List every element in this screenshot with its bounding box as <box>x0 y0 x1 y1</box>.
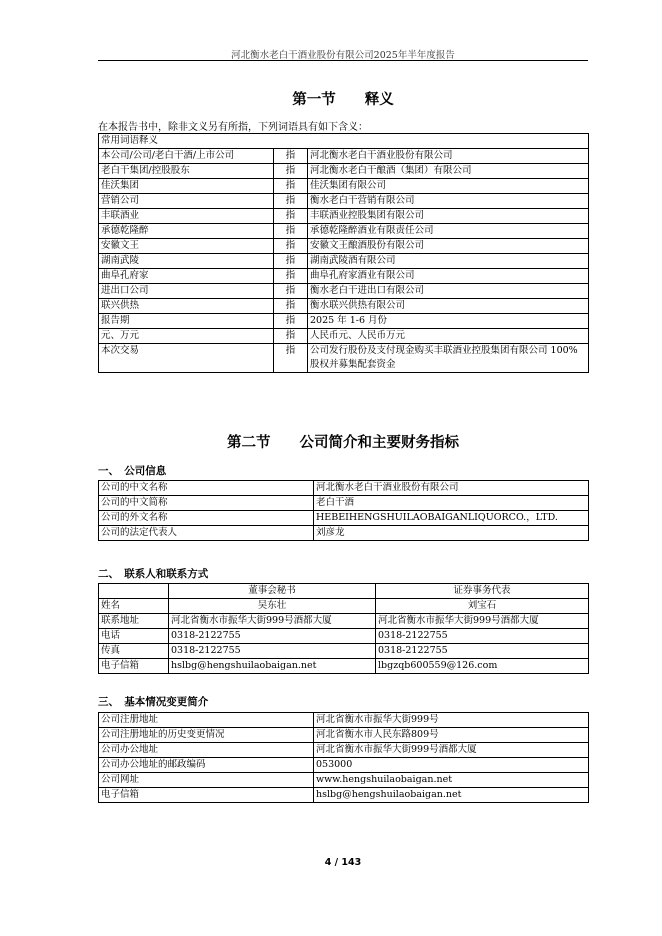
definition-meaning: 湖南武陵酒有限公司 <box>308 254 589 269</box>
definition-row <box>99 179 589 194</box>
board-secretary-value: 0318-2122755 <box>169 644 376 659</box>
header-rule <box>98 60 588 61</box>
contact-table <box>98 583 589 674</box>
definition-meaning: 2025 年 1-6 月份 <box>308 314 589 329</box>
contact-label: 传真 <box>99 644 169 659</box>
basic-change-heading: 三、 基本情况变更简介 <box>98 696 209 708</box>
definition-meaning: 河北衡水老白干酿酒（集团）有限公司 <box>308 164 589 179</box>
basic-change-row <box>99 728 589 743</box>
definition-term: 元、万元 <box>99 329 274 344</box>
definitions-intro: 在本报告书中，除非文义另有所指，下列词语具有如下含义： <box>98 122 368 133</box>
basic-change-table <box>98 712 589 803</box>
definition-row <box>99 239 589 254</box>
basic-change-label: 公司办公地址的邮政编码 <box>99 758 314 773</box>
definition-term: 老白干集团/控股股东 <box>99 164 274 179</box>
company-info-row <box>99 511 589 526</box>
definition-marker: 指 <box>274 299 308 314</box>
securities-rep-value: 河北省衡水市振华大街999号酒都大厦 <box>376 614 589 629</box>
definition-row <box>99 194 589 209</box>
contact-table-head-row <box>99 584 589 599</box>
company-info-row <box>99 481 589 496</box>
securities-rep-value: 0318-2122755 <box>376 629 589 644</box>
page-number: 4 / 143 <box>324 857 362 868</box>
definition-marker: 指 <box>274 149 308 164</box>
definition-term: 报告期 <box>99 314 274 329</box>
definition-term: 安徽文王 <box>99 239 274 254</box>
definition-term: 丰联酒业 <box>99 209 274 224</box>
basic-change-row <box>99 788 589 803</box>
section-1-title: 第一节 释义 <box>292 92 394 108</box>
board-secretary-value: 河北省衡水市振华大街999号酒都大厦 <box>169 614 376 629</box>
contact-row <box>99 659 589 674</box>
definition-term: 本公司/公司/老白干酒/上市公司 <box>99 149 274 164</box>
definition-meaning: 承德乾隆醉酒业有限责任公司 <box>308 224 589 239</box>
basic-change-row <box>99 773 589 788</box>
definition-marker: 指 <box>274 344 308 373</box>
definition-meaning: 公司发行股份及支付现金购买丰联酒业控股集团有限公司 100%股权并募集配套资金 <box>308 344 589 373</box>
definition-marker: 指 <box>274 224 308 239</box>
company-info-table <box>98 480 589 541</box>
definition-meaning: 安徽文王酿酒股份有限公司 <box>308 239 589 254</box>
company-info-label: 公司的外文名称 <box>99 511 314 526</box>
basic-change-label: 公司注册地址 <box>99 713 314 728</box>
contact-row <box>99 629 589 644</box>
basic-change-value: 河北省衡水市振华大街999号 <box>314 713 589 728</box>
basic-change-value: 053000 <box>314 758 589 773</box>
board-secretary-value: 吴东壮 <box>169 599 376 614</box>
company-info-row <box>99 526 589 541</box>
definition-meaning: 河北衡水老白干酒业股份有限公司 <box>308 149 589 164</box>
basic-change-value: www.hengshuilaobaigan.net <box>314 773 589 788</box>
definition-row <box>99 329 589 344</box>
contact-table-blank <box>99 584 169 599</box>
definition-marker: 指 <box>274 239 308 254</box>
definition-marker: 指 <box>274 284 308 299</box>
basic-change-label: 电子信箱 <box>99 788 314 803</box>
company-info-value: HEBEIHENGSHUILAOBAIGANLIQUORCO.，LTD. <box>314 511 589 526</box>
basic-change-row <box>99 758 589 773</box>
contact-label: 电子信箱 <box>99 659 169 674</box>
basic-change-value: 河北省衡水市人民东路809号 <box>314 728 589 743</box>
definitions-table-head-row <box>99 134 589 149</box>
definition-row <box>99 254 589 269</box>
company-info-value: 河北衡水老白干酒业股份有限公司 <box>314 481 589 496</box>
definition-row <box>99 344 589 373</box>
definition-marker: 指 <box>274 269 308 284</box>
securities-rep-value: lbgzqb600559@126.com <box>376 659 589 674</box>
basic-change-value: 河北省衡水市振华大街999号酒都大厦 <box>314 743 589 758</box>
contact-row <box>99 599 589 614</box>
basic-change-value: hslbg@hengshuilaobaigan.net <box>314 788 589 803</box>
company-info-label: 公司的法定代表人 <box>99 526 314 541</box>
company-info-row <box>99 496 589 511</box>
contact-row <box>99 614 589 629</box>
definition-term: 营销公司 <box>99 194 274 209</box>
basic-change-label: 公司办公地址 <box>99 743 314 758</box>
company-info-value: 刘彦龙 <box>314 526 589 541</box>
basic-change-row <box>99 713 589 728</box>
board-secretary-value: 0318-2122755 <box>169 629 376 644</box>
definition-term: 曲阜孔府家 <box>99 269 274 284</box>
contact-label: 联系地址 <box>99 614 169 629</box>
definition-marker: 指 <box>274 254 308 269</box>
company-info-label: 公司的中文名称 <box>99 481 314 496</box>
definition-marker: 指 <box>274 329 308 344</box>
definition-marker: 指 <box>274 209 308 224</box>
running-header: 河北衡水老白干酒业股份有限公司2025年半年度报告 <box>231 50 455 61</box>
definition-row <box>99 209 589 224</box>
definition-term: 进出口公司 <box>99 284 274 299</box>
definition-marker: 指 <box>274 194 308 209</box>
board-secretary-value: hslbg@hengshuilaobaigan.net <box>169 659 376 674</box>
basic-change-label: 公司网址 <box>99 773 314 788</box>
securities-rep-value: 刘宝石 <box>376 599 589 614</box>
company-info-heading: 一、 公司信息 <box>98 465 167 477</box>
definition-meaning: 佳沃集团有限公司 <box>308 179 589 194</box>
definitions-table-head: 常用词语释义 <box>99 134 589 149</box>
definition-term: 本次交易 <box>99 344 274 373</box>
definition-row <box>99 269 589 284</box>
definition-meaning: 丰联酒业控股集团有限公司 <box>308 209 589 224</box>
contact-label: 电话 <box>99 629 169 644</box>
definition-meaning: 衡水老白干营销有限公司 <box>308 194 589 209</box>
definition-row <box>99 224 589 239</box>
company-info-label: 公司的中文简称 <box>99 496 314 511</box>
definition-row <box>99 164 589 179</box>
definition-row <box>99 284 589 299</box>
definition-meaning: 曲阜孔府家酒业有限公司 <box>308 269 589 284</box>
contact-heading: 二、 联系人和联系方式 <box>98 568 209 580</box>
definition-row <box>99 314 589 329</box>
securities-rep-value: 0318-2122755 <box>376 644 589 659</box>
definition-meaning: 人民币元、人民币万元 <box>308 329 589 344</box>
definition-marker: 指 <box>274 314 308 329</box>
company-info-value: 老白干酒 <box>314 496 589 511</box>
definition-term: 佳沃集团 <box>99 179 274 194</box>
securities-rep-header: 证券事务代表 <box>376 584 589 599</box>
definition-marker: 指 <box>274 164 308 179</box>
contact-label: 姓名 <box>99 599 169 614</box>
definition-meaning: 衡水老白干进出口有限公司 <box>308 284 589 299</box>
basic-change-label: 公司注册地址的历史变更情况 <box>99 728 314 743</box>
definition-term: 联兴供热 <box>99 299 274 314</box>
definitions-table <box>98 133 589 373</box>
contact-row <box>99 644 589 659</box>
basic-change-row <box>99 743 589 758</box>
definition-row <box>99 299 589 314</box>
definition-term: 湖南武陵 <box>99 254 274 269</box>
board-secretary-header: 董事会秘书 <box>169 584 376 599</box>
definition-term: 承德乾隆醉 <box>99 224 274 239</box>
section-2-title: 第二节 公司简介和主要财务指标 <box>227 435 459 451</box>
definition-marker: 指 <box>274 179 308 194</box>
definition-row <box>99 149 589 164</box>
definition-meaning: 衡水联兴供热有限公司 <box>308 299 589 314</box>
